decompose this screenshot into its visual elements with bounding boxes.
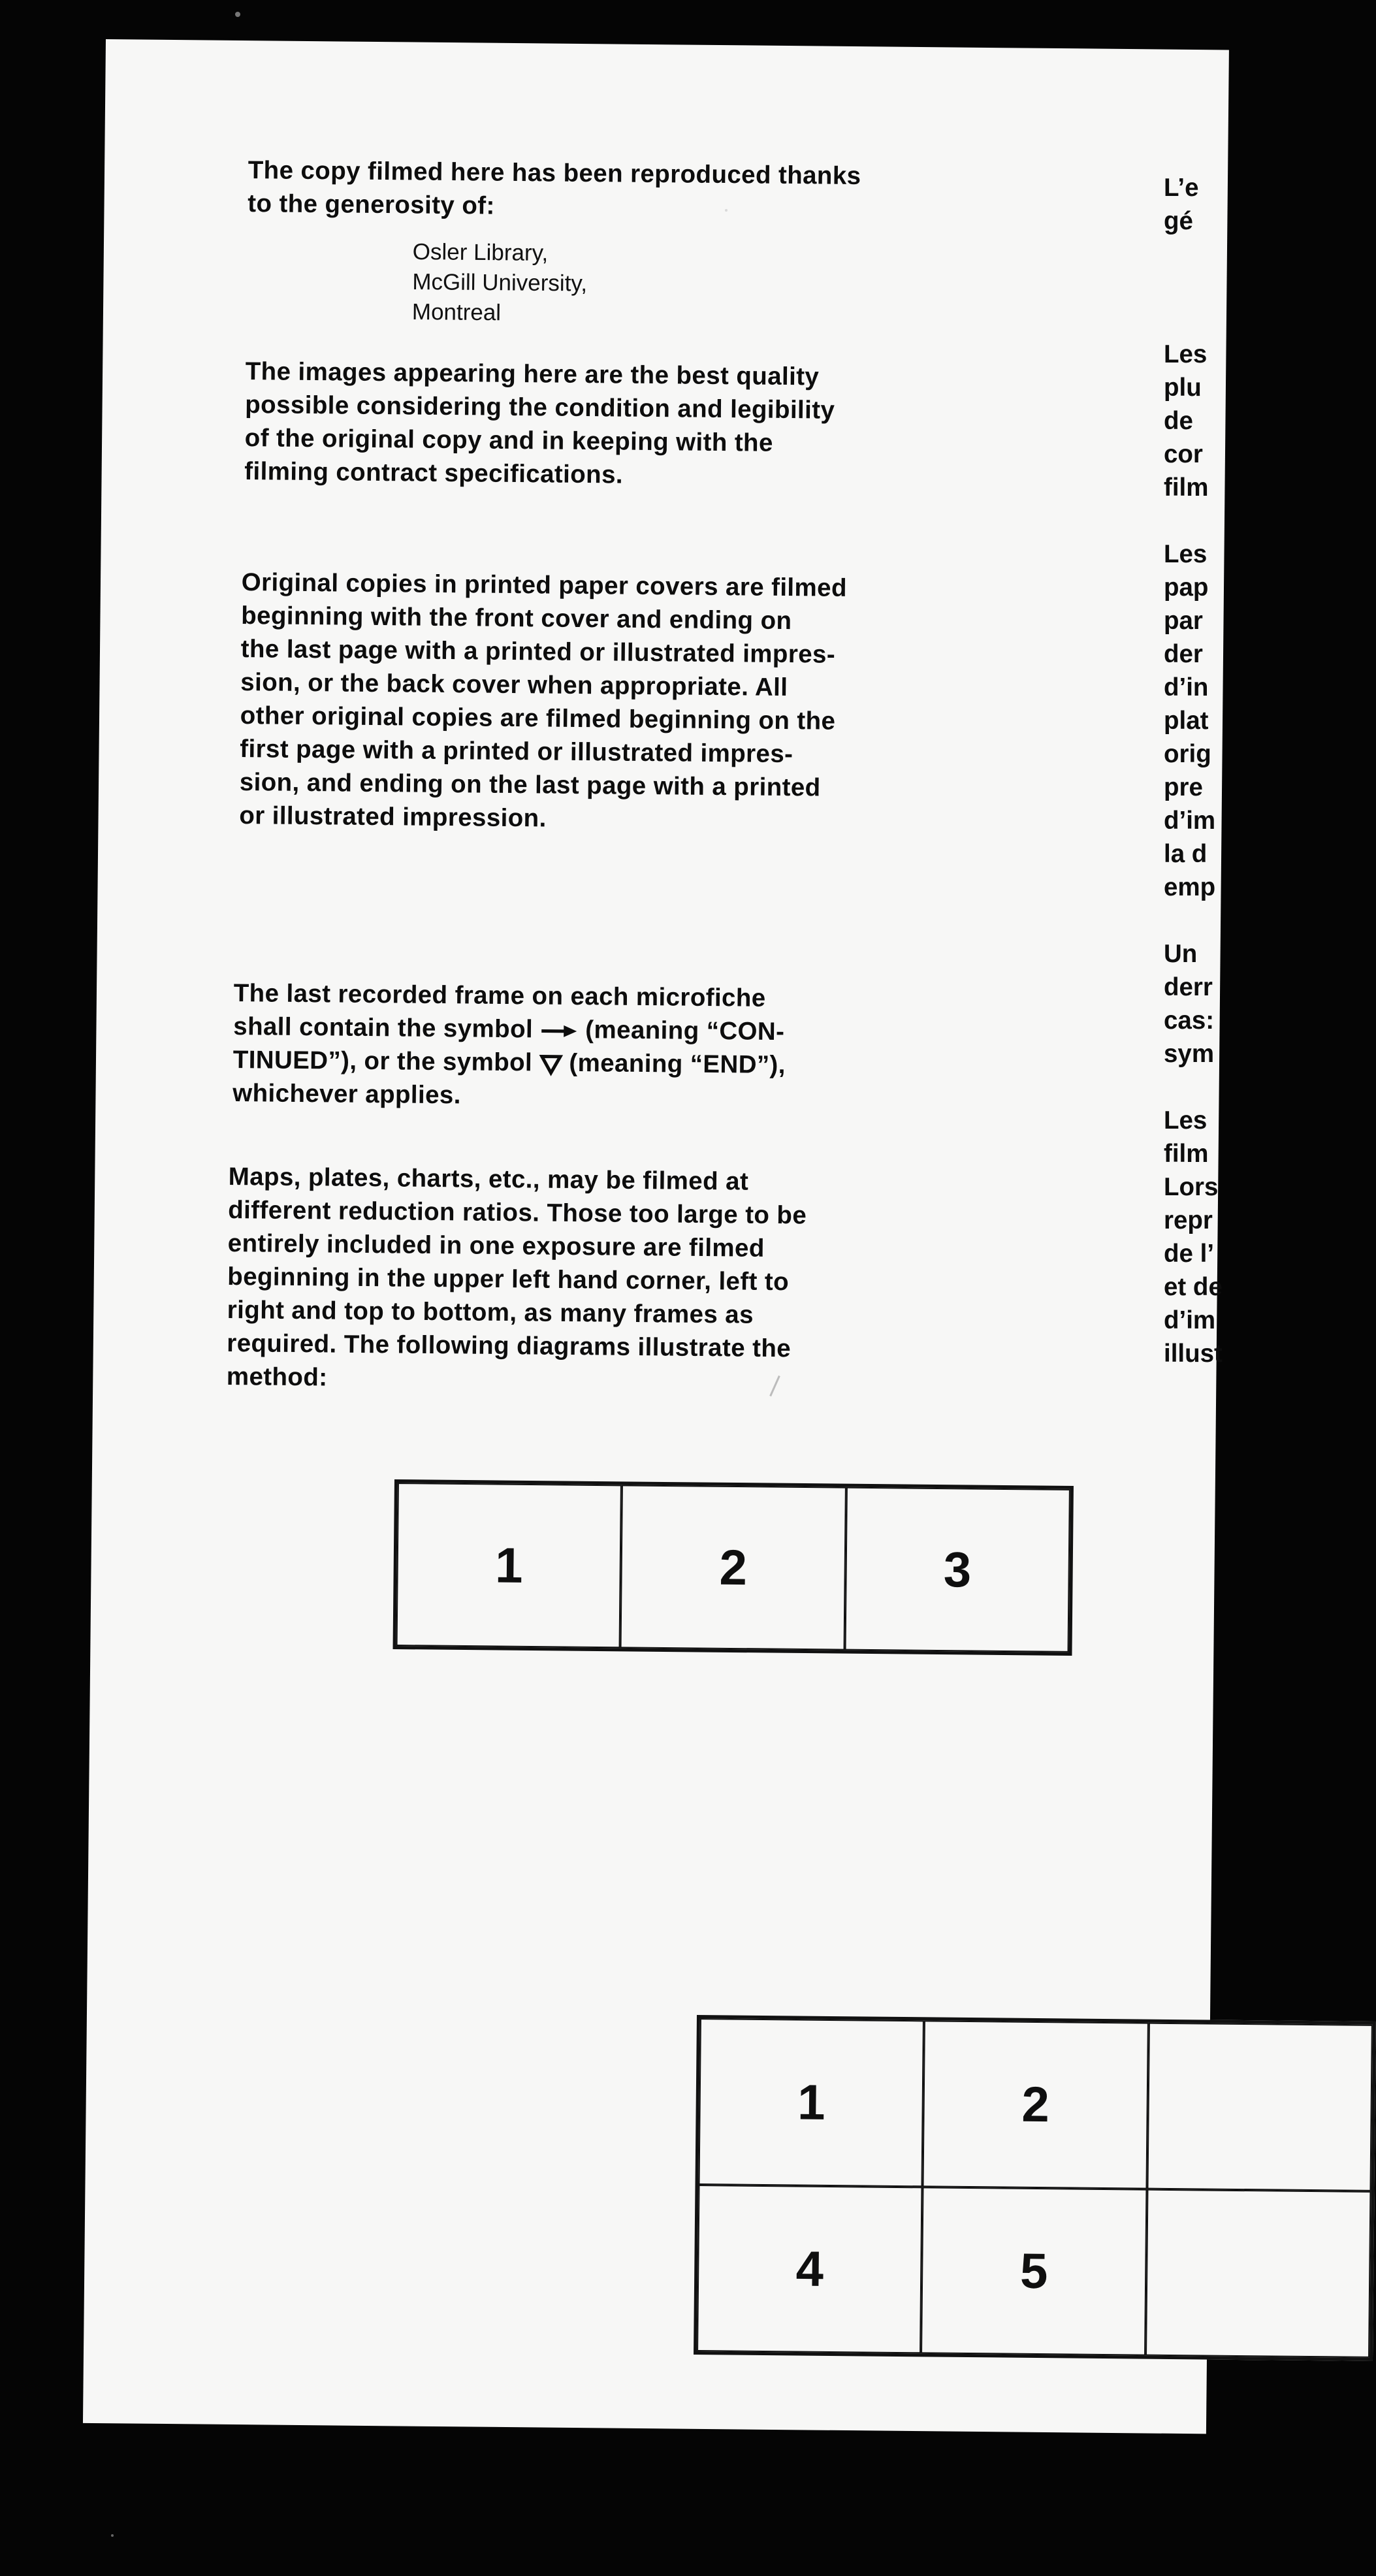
maps-line: beginning in the upper left hand corner, left to bbox=[227, 1262, 790, 1296]
french-line: la d bbox=[1164, 840, 1208, 868]
maps-paragraph bbox=[227, 1160, 807, 1398]
maps-line: Maps, plates, charts, etc., may be filmed at bbox=[228, 1162, 749, 1196]
scan-speck bbox=[725, 209, 728, 212]
last-frame-line bbox=[233, 1043, 786, 1082]
triangle-down-icon bbox=[539, 1054, 562, 1074]
french-gap bbox=[1164, 1071, 1223, 1104]
maps-line: required. The following diagrams illustrate the bbox=[227, 1328, 792, 1363]
diagram-cell: 2 bbox=[620, 1485, 846, 1650]
quality-line: filming contract specifications. bbox=[244, 457, 624, 489]
french-line: film bbox=[1164, 1140, 1209, 1168]
last-frame-paragraph bbox=[232, 976, 786, 1115]
originals-line: the last page with a printed or illustrated impres- bbox=[240, 634, 836, 669]
diagram-cell: 3 bbox=[844, 1487, 1070, 1652]
library-address bbox=[412, 237, 588, 329]
french-line: der bbox=[1164, 640, 1203, 668]
arrow-right-icon bbox=[540, 1023, 578, 1038]
french-column-visible bbox=[1164, 171, 1223, 1477]
originals-line: other original copies are filmed beginning on the bbox=[240, 701, 836, 735]
diagram-cell: 2 bbox=[923, 2020, 1149, 2189]
maps-line: method: bbox=[226, 1362, 328, 1392]
last-frame-line: The last recorded frame on each microfiche bbox=[233, 978, 766, 1012]
originals-paragraph bbox=[239, 566, 847, 838]
french-line: de l’ bbox=[1164, 1240, 1215, 1268]
french-line: film bbox=[1164, 474, 1209, 502]
last-frame-line: whichever applies. bbox=[232, 1078, 462, 1110]
french-gap bbox=[1164, 304, 1223, 338]
french-lines bbox=[1164, 171, 1223, 1370]
maps-line: different reduction ratios. Those too large to be bbox=[228, 1195, 807, 1230]
french-line: d’im bbox=[1164, 807, 1216, 835]
diagram-row-1-2-3 bbox=[393, 1479, 1074, 1656]
library-line: Montreal bbox=[411, 298, 502, 326]
french-line: Les bbox=[1164, 1106, 1208, 1135]
scan-speck bbox=[111, 2534, 114, 2537]
last-frame-text: shall contain the symbol bbox=[233, 1012, 541, 1044]
french-line: cor bbox=[1164, 440, 1203, 468]
last-frame-text: TINUED”), or the symbol bbox=[232, 1045, 540, 1077]
french-gap bbox=[1164, 504, 1223, 538]
diagram-cell: 1 bbox=[396, 1483, 622, 1648]
french-line: pre bbox=[1164, 773, 1203, 801]
french-line: orig bbox=[1164, 740, 1211, 768]
thanks-line: to the generosity of: bbox=[248, 189, 495, 220]
quality-paragraph bbox=[244, 355, 835, 494]
french-line: illust bbox=[1164, 1340, 1223, 1368]
french-line: sym bbox=[1164, 1040, 1215, 1068]
french-line: Lors bbox=[1164, 1173, 1219, 1201]
french-line: et de bbox=[1164, 1273, 1223, 1301]
french-gap bbox=[1164, 238, 1223, 271]
thanks-paragraph bbox=[248, 153, 861, 226]
diagram-cell: 1 bbox=[699, 2018, 925, 2187]
originals-line: first page with a printed or illustrated impres- bbox=[240, 734, 793, 769]
french-line: Les bbox=[1164, 340, 1208, 368]
french-line: plat bbox=[1164, 707, 1209, 735]
quality-line: of the original copy and in keeping with the bbox=[244, 423, 773, 457]
french-line: pap bbox=[1164, 573, 1209, 602]
french-line: cas: bbox=[1164, 1006, 1215, 1035]
originals-line: or illustrated impression. bbox=[239, 801, 547, 833]
french-line: plu bbox=[1164, 374, 1202, 402]
french-line: d’im bbox=[1164, 1306, 1216, 1334]
thanks-line: The copy filmed here has been reproduced thanks bbox=[248, 155, 861, 191]
french-line: gé bbox=[1164, 207, 1193, 235]
quality-line: possible considering the condition and legibility bbox=[245, 390, 835, 425]
french-line: emp bbox=[1164, 873, 1216, 901]
french-line: d’in bbox=[1164, 673, 1209, 701]
diagram-cell: 5 bbox=[921, 2187, 1147, 2355]
scan-speck bbox=[235, 12, 240, 17]
originals-line: sion, and ending on the last page with a printed bbox=[239, 767, 821, 802]
french-line: par bbox=[1164, 607, 1203, 635]
french-line: Les bbox=[1164, 540, 1208, 568]
french-gap bbox=[1164, 271, 1223, 304]
originals-line: Original copies in printed paper covers are filmed bbox=[241, 568, 848, 602]
originals-line: beginning with the front cover and ending on bbox=[241, 601, 792, 636]
library-line: McGill University, bbox=[412, 268, 588, 297]
diagram-cell: 4 bbox=[697, 2185, 923, 2353]
french-line: de bbox=[1164, 407, 1193, 435]
french-line: L’e bbox=[1164, 174, 1199, 202]
quality-line: The images appearing here are the best quality bbox=[245, 357, 820, 391]
last-frame-text: (meaning “END”), bbox=[562, 1048, 786, 1080]
french-line: derr bbox=[1164, 973, 1213, 1001]
maps-line: entirely included in one exposure are filmed bbox=[227, 1229, 765, 1263]
library-line: Osler Library, bbox=[412, 238, 549, 266]
french-gap bbox=[1164, 904, 1223, 937]
last-frame-text: (meaning “CON- bbox=[577, 1016, 785, 1046]
french-line: Un bbox=[1164, 940, 1198, 968]
maps-line: right and top to bottom, as many frames as bbox=[227, 1295, 754, 1329]
last-frame-line bbox=[233, 1010, 786, 1048]
originals-line: sion, or the back cover when appropriate. All bbox=[240, 668, 788, 702]
french-line: repr bbox=[1164, 1206, 1213, 1234]
